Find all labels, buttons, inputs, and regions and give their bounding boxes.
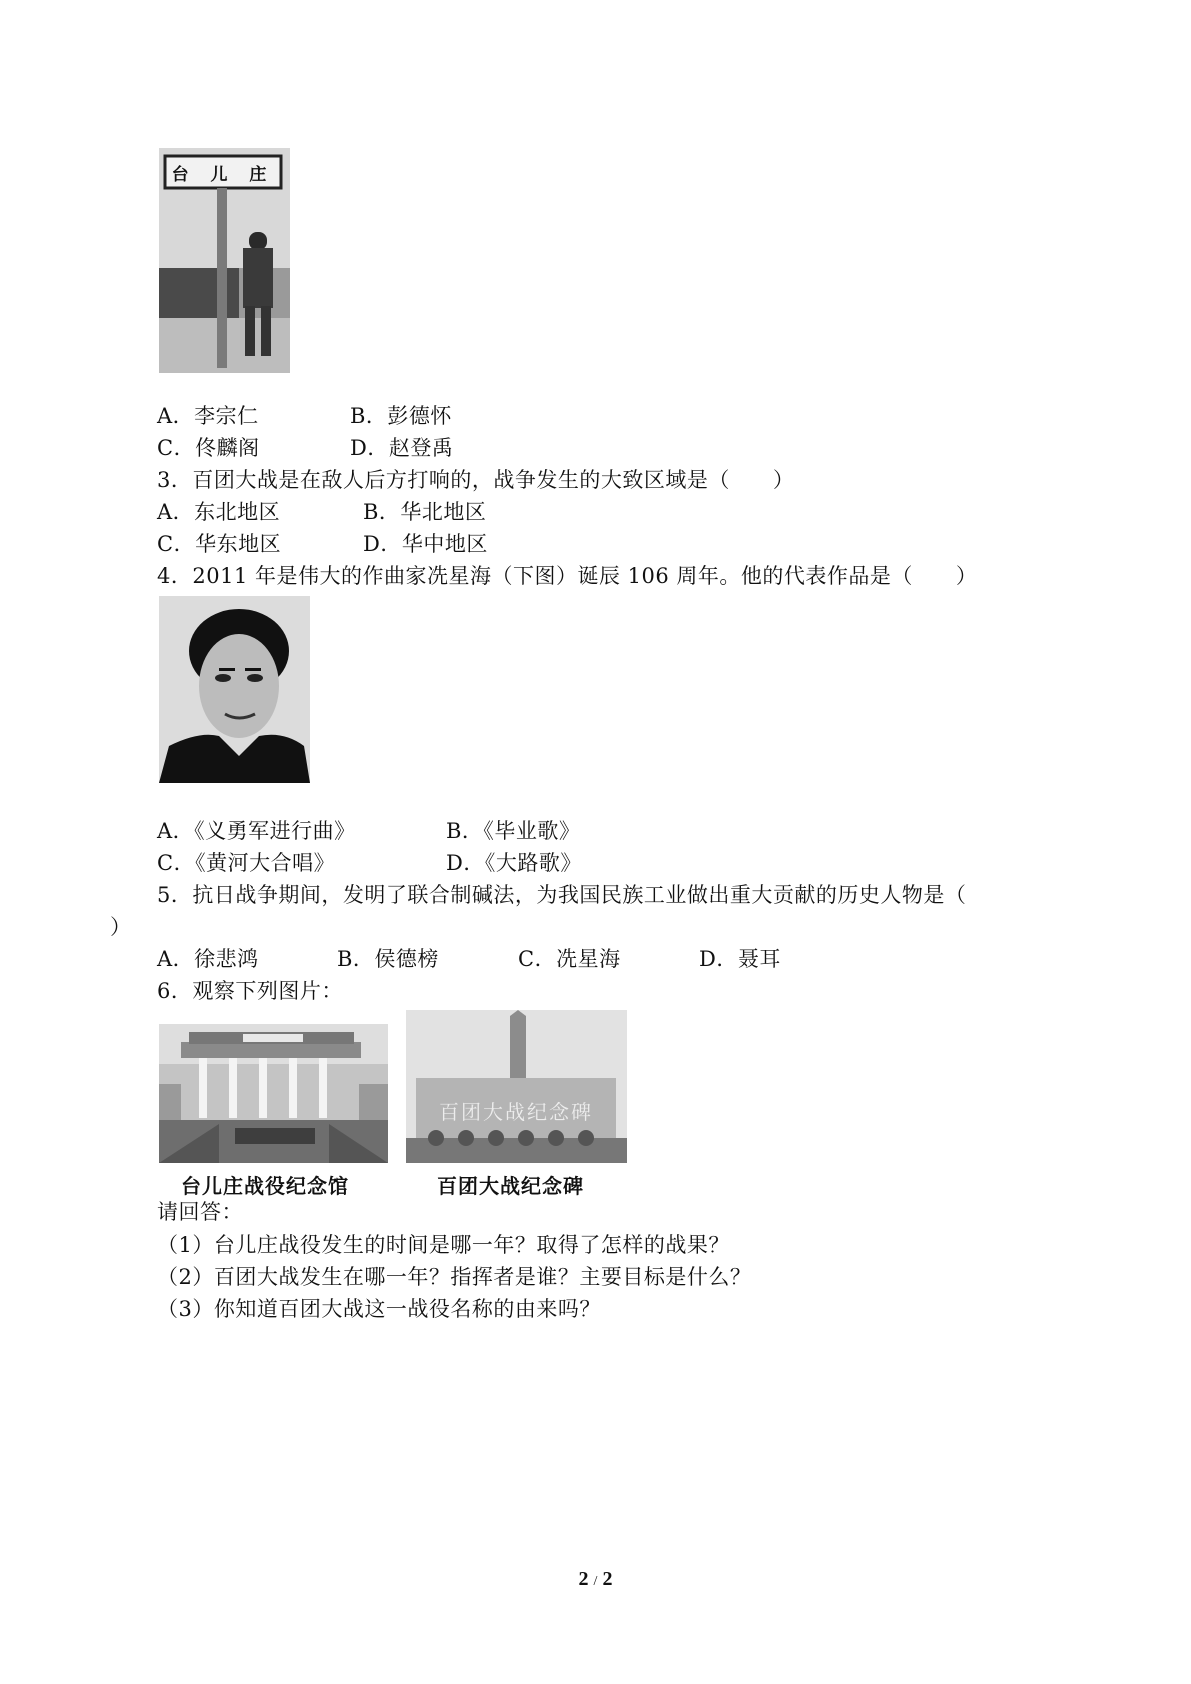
q4-option-c: C．《黄河大合唱》 [157, 851, 336, 875]
q6-stem: 6．观察下列图片： [157, 979, 343, 1003]
memorial-hall-illustration [159, 1024, 388, 1163]
portrait-illustration [159, 596, 310, 783]
q5-option-b: B．侯德榜 [337, 947, 439, 971]
page-separator: / [593, 1574, 598, 1589]
sign-text: 台 儿 庄 [171, 165, 275, 185]
q2-option-c: C．佟麟阁 [157, 436, 260, 460]
page-current: 2 [578, 1568, 589, 1590]
q5-option-c: C．冼星海 [518, 947, 621, 971]
hundred-regiments-monument-photo [406, 1010, 627, 1163]
q4-option-a: A．《义勇军进行曲》 [157, 819, 356, 843]
caption-hundred-regiments-monument: 百团大战纪念碑 [437, 1174, 584, 1198]
q3-stem: 3．百团大战是在敌人后方打响的，战争发生的大致区域是（ ） [157, 468, 795, 492]
q3-option-c: C．华东地区 [157, 532, 282, 556]
q5-option-a: A．徐悲鸿 [157, 947, 259, 971]
page-total: 2 [602, 1568, 613, 1590]
q3-option-b: B．华北地区 [363, 500, 487, 524]
q5-stem-line-2: ） [110, 915, 132, 939]
q3-option-d: D．华中地区 [363, 532, 488, 556]
q6-sub-question-1: （1）台儿庄战役发生的时间是哪一年？取得了怎样的战果？ [157, 1233, 730, 1257]
q3-option-a: A．东北地区 [157, 500, 281, 524]
q6-prompt: 请回答： [157, 1200, 243, 1224]
caption-taierzhuang-memorial-hall: 台儿庄战役纪念馆 [181, 1174, 349, 1198]
q2-option-d: D．赵登禹 [350, 436, 454, 460]
taierzhuang-memorial-hall-photo [159, 1024, 388, 1163]
q6-sub-question-2: （2）百团大战发生在哪一年？指挥者是谁？主要目标是什么？ [157, 1265, 752, 1289]
q5-stem-line-1: 5．抗日战争期间，发明了联合制碱法，为我国民族工业做出重大贡献的历史人物是（ [157, 883, 967, 907]
xian-xinghai-portrait [159, 596, 310, 783]
monument-illustration [406, 1010, 627, 1163]
q2-option-b: B．彭德怀 [350, 404, 452, 428]
page-number [0, 1568, 1191, 1591]
q4-option-b: B．《毕业歌》 [446, 819, 581, 843]
q2-option-a: A．李宗仁 [157, 404, 259, 428]
taierzhuang-sign-photo [159, 148, 290, 373]
monument-inscription: 百团大战纪念碑 [439, 1100, 593, 1124]
q6-sub-question-3: （3）你知道百团大战这一战役名称的由来吗？ [157, 1297, 601, 1321]
q4-option-d: D．《大路歌》 [446, 851, 582, 875]
q5-option-d: D．聂耳 [699, 947, 781, 971]
q4-stem: 4．2011 年是伟大的作曲家冼星海（下图）诞辰 106 周年。他的代表作品是（ ） [157, 564, 978, 588]
